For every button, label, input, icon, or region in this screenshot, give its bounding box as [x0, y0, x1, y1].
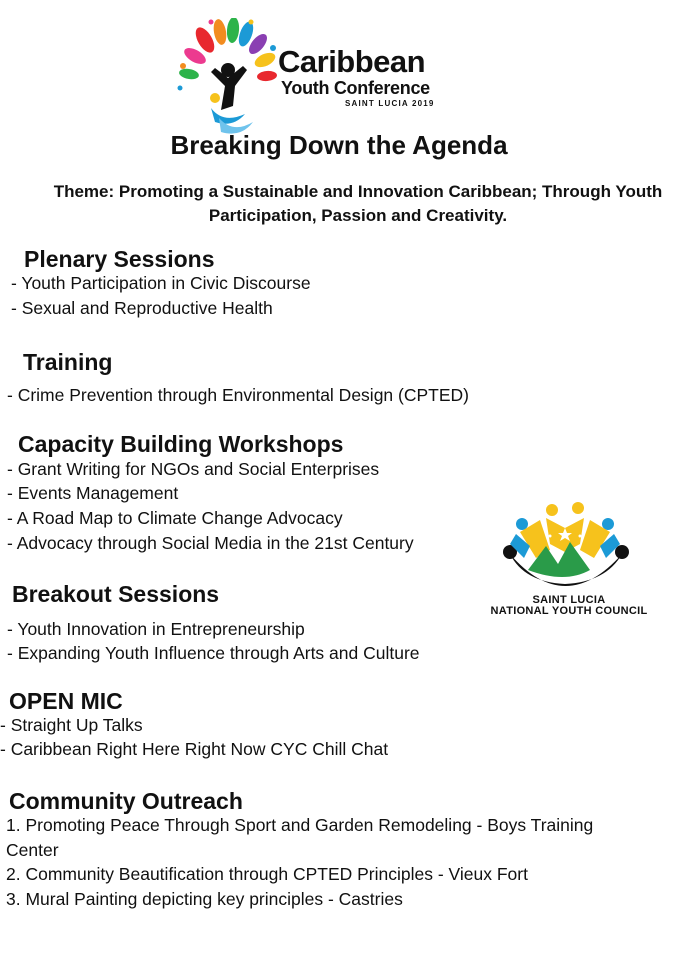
heading-capacity-building: Capacity Building Workshops	[18, 431, 344, 457]
heading-plenary-sessions: Plenary Sessions	[24, 246, 215, 272]
list-item: 2. Community Beautification through CPTED Principles - Vieux Fort	[6, 864, 528, 884]
cyc-logo-line3: SAINT LUCIA 2019	[345, 99, 435, 108]
list-item: - Straight Up Talks	[0, 715, 143, 735]
list-item: - Crime Prevention through Environmental Design (CPTED)	[7, 385, 469, 405]
cyc-logo-line1: Caribbean	[278, 44, 426, 79]
list-item: - Advocacy through Social Media in the 21st Century	[7, 533, 414, 553]
council-logo-line2: NATIONAL YOUTH COUNCIL	[490, 605, 648, 617]
list-item: - Events Management	[7, 483, 179, 503]
heading-breakout-sessions: Breakout Sessions	[12, 581, 220, 607]
council-logo-line1: SAINT LUCIA	[532, 594, 606, 606]
list-item: - Youth Innovation in Entrepreneurship	[7, 619, 305, 639]
list-item: 1. Promoting Peace Through Sport and Garden Remodeling - Boys Training Center	[6, 815, 594, 860]
heading-community-outreach: Community Outreach	[9, 788, 243, 814]
list-item: - Youth Participation in Civic Discourse	[11, 273, 311, 293]
list-item: - Grant Writing for NGOs and Social Enterprises	[7, 459, 380, 479]
list-item: - A Road Map to Climate Change Advocacy	[7, 508, 343, 528]
list-item: 3. Mural Painting depicting key principles - Castries	[6, 889, 403, 909]
page-title: Breaking Down the Agenda	[170, 130, 508, 160]
list-item: - Caribbean Right Here Right Now CYC Chill Chat	[0, 739, 389, 759]
heading-open-mic: OPEN MIC	[9, 688, 123, 714]
cyc-logo-line2: Youth Conference	[281, 78, 430, 98]
theme-statement: Theme: Promoting a Sustainable and Innovation Caribbean; Through Youth Participation, Passion and Creativity.	[53, 182, 663, 225]
list-item: - Sexual and Reproductive Health	[11, 298, 273, 318]
heading-training: Training	[23, 349, 113, 375]
list-item: - Expanding Youth Influence through Arts and Culture	[7, 643, 420, 663]
